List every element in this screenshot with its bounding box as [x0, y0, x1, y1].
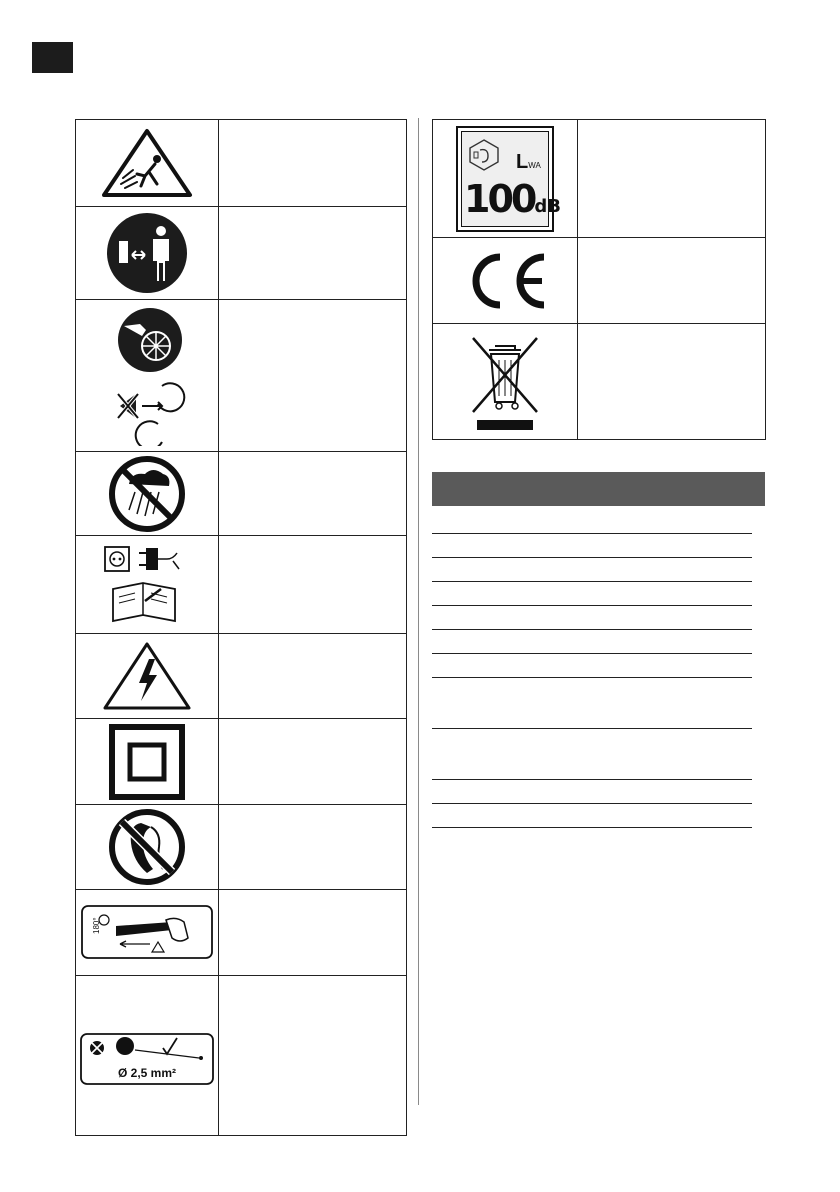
- table-row: [76, 120, 407, 207]
- electric-shock-warning-icon: [101, 639, 193, 713]
- blower-direction-icon: [80, 904, 214, 962]
- spec-row: [432, 678, 752, 729]
- unplug-read-manual-icon: [99, 543, 195, 627]
- spec-row: [432, 582, 752, 606]
- column-divider: [418, 118, 419, 1105]
- ear-protection-icon: [468, 138, 500, 172]
- sound-level-value: 100: [464, 176, 535, 221]
- ce-mark-icon: [460, 251, 550, 311]
- spec-row: [432, 606, 752, 630]
- spec-row: [432, 558, 752, 582]
- symbol-description: [219, 719, 407, 805]
- symbol-description: [578, 238, 766, 324]
- table-row: [76, 976, 407, 1136]
- lwa-subscript: WA: [528, 160, 541, 170]
- table-row: [433, 238, 766, 324]
- spec-row: [432, 508, 752, 534]
- symbols-table-left: [75, 119, 407, 1136]
- symbol-description: [219, 300, 407, 452]
- symbol-description: [219, 120, 407, 207]
- sound-level-unit: dB: [534, 195, 561, 217]
- cable-spec-label: Ø 2,5 mm²: [117, 1065, 177, 1080]
- table-row: [76, 536, 407, 634]
- page-marker-block: [32, 42, 73, 73]
- symbol-description: [219, 207, 407, 300]
- spec-row: [432, 654, 752, 678]
- table-row: [76, 300, 407, 452]
- table-row: [76, 634, 407, 719]
- spec-row: [432, 780, 752, 804]
- spec-row: [432, 804, 752, 828]
- spec-row: [432, 729, 752, 780]
- specifications-list: [432, 508, 752, 828]
- symbol-description: [219, 976, 407, 1136]
- symbol-description: [219, 805, 407, 890]
- symbol-description: [219, 452, 407, 536]
- symbol-description: [578, 120, 766, 238]
- symbol-description: [219, 536, 407, 634]
- spec-row: [432, 534, 752, 558]
- table-row: [76, 890, 407, 976]
- no-rain-icon: [107, 454, 187, 534]
- keep-distance-icon: [105, 211, 189, 295]
- symbol-description: [219, 890, 407, 976]
- thrown-objects-warning-icon: [99, 126, 195, 200]
- symbol-description: [219, 634, 407, 719]
- table-row: [76, 805, 407, 890]
- double-insulation-icon: [108, 723, 186, 801]
- table-row: [76, 207, 407, 300]
- sound-power-icon: [456, 126, 561, 232]
- table-row: [76, 719, 407, 805]
- table-row: [433, 324, 766, 440]
- symbol-description: [578, 324, 766, 440]
- spec-row: [432, 630, 752, 654]
- rotating-parts-hand-icon: [102, 306, 192, 446]
- symbols-table-right: [432, 119, 766, 440]
- lwa-label: L: [516, 150, 529, 173]
- table-row: [433, 120, 766, 238]
- specifications-header: [432, 472, 765, 506]
- table-row: [76, 452, 407, 536]
- svg-text:180°: 180°: [92, 916, 101, 934]
- weee-bin-icon: [465, 332, 545, 432]
- no-loose-hair-icon: [107, 807, 187, 887]
